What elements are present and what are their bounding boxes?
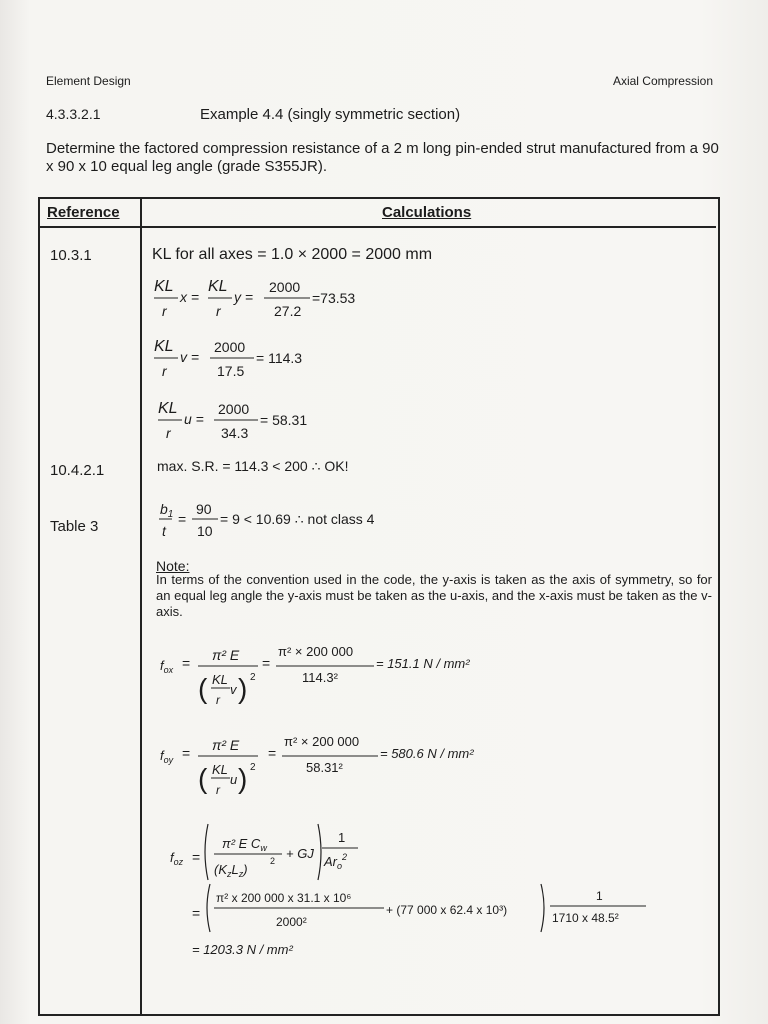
svg-text:b1: $b_1$	[160, 501, 174, 520]
reference-table-3: Table 3	[50, 518, 99, 535]
svg-text:u =: u =	[184, 411, 204, 427]
column-divider	[140, 197, 142, 1014]
svg-text:+ (77 000 x 62.4 x 10³): + (77 000 x 62.4 x 10³)	[386, 903, 508, 917]
svg-text:2: 2	[250, 762, 256, 773]
header-left: Element Design	[46, 74, 131, 88]
slenderness-u-equation	[154, 396, 354, 444]
svg-text:π² × 200 000: π² × 200 000	[284, 734, 360, 749]
svg-text:t: t	[162, 523, 166, 539]
svg-text:=: =	[182, 655, 191, 671]
svg-text:π² E: π² E	[212, 647, 240, 663]
eq1-num: 2000	[269, 279, 301, 295]
svg-text:= 1203.3 N / mm²: = 1203.3 N / mm²	[192, 942, 293, 957]
header-right: Axial Compression	[612, 74, 713, 88]
svg-text:y =: y =	[234, 289, 254, 305]
svg-text:KL: KL	[212, 762, 228, 777]
svg-text:Aro2: $Ar_o^2$	[324, 852, 348, 871]
svg-text:x =: x =	[180, 289, 200, 305]
svg-text:KL: KL	[154, 338, 174, 355]
reference-10-4-2-1: 10.4.2.1	[50, 462, 105, 479]
svg-text:r: r	[162, 303, 167, 319]
svg-text:foz: $f_{oz}$	[170, 850, 184, 867]
slenderness-check: max. S.R. = 114.3 < 200 ∴ OK!	[157, 458, 349, 474]
svg-text:=: =	[262, 655, 271, 671]
svg-text:2000: 2000	[214, 339, 246, 355]
reference-column-header: Reference	[47, 204, 120, 221]
svg-text:π² x 200 000 x 31.1 x 10⁶: π² x 200 000 x 31.1 x 10⁶	[216, 891, 352, 905]
svg-text:KL: KL	[154, 278, 174, 295]
svg-text:fox: $f_{ox}$	[160, 658, 174, 675]
svg-text:π² E: π² E	[212, 737, 240, 753]
svg-text:KL: KL	[208, 278, 228, 295]
svg-text:=: =	[178, 511, 187, 527]
calculations-column-header: Calculations	[382, 204, 472, 221]
svg-text:π² × 200 000: π² × 200 000	[278, 644, 354, 659]
fox-equation	[158, 638, 558, 714]
svg-text:= 58.31: = 58.31	[260, 412, 308, 428]
svg-text:90: 90	[196, 501, 212, 517]
svg-text:u: u	[230, 772, 238, 787]
svg-text:= 9 < 10.69 ∴ not class 4: = 9 < 10.69 ∴ not class 4	[220, 511, 375, 527]
svg-text:=: =	[268, 745, 277, 761]
svg-text:r: r	[216, 693, 220, 707]
svg-text:1: 1	[596, 889, 603, 903]
svg-text:r: r	[166, 425, 171, 441]
svg-text:KL: KL	[158, 400, 178, 417]
svg-text:=: =	[192, 849, 201, 865]
svg-text:r: r	[216, 783, 220, 797]
svg-text:r: r	[162, 363, 167, 379]
svg-text:(KzLz): $(K_zL_z)$	[214, 862, 248, 879]
svg-text:+ GJ: + GJ	[286, 846, 314, 861]
header-rule	[40, 226, 716, 228]
svg-text:v: v	[230, 682, 237, 697]
svg-text:=: =	[182, 745, 191, 761]
svg-text:=: =	[192, 905, 201, 921]
note-body: In terms of the convention used in the code, the y-axis is taken as the axis of symmetry, so for an equal leg angle the y-axis must be taken as the u-axis, and the x-axis must be taken as the v-axis.	[156, 572, 712, 619]
eq1-den: 27.2	[274, 303, 302, 319]
svg-text:2000: 2000	[218, 401, 250, 417]
svg-text:17.5: 17.5	[217, 363, 245, 379]
reference-10-3-1: 10.3.1	[50, 247, 92, 264]
example-title: Example 4.4 (singly symmetric section)	[200, 106, 461, 123]
slenderness-v-equation	[150, 334, 350, 382]
svg-text:(: (	[198, 763, 208, 794]
section-number: 4.3.3.2.1	[46, 106, 101, 122]
svg-text:2: 2	[250, 672, 256, 683]
svg-text:2000²: 2000²	[276, 915, 307, 929]
svg-text:): )	[238, 673, 248, 704]
svg-text:KL: KL	[212, 672, 228, 687]
svg-text:v =: v =	[180, 349, 200, 365]
eq1-result: =73.53	[312, 290, 356, 306]
class-check-equation	[156, 498, 436, 544]
svg-text:= 151.1 N / mm²: = 151.1 N / mm²	[376, 656, 470, 671]
svg-text:): )	[238, 763, 248, 794]
svg-text:34.3: 34.3	[221, 425, 249, 441]
svg-text:114.3²: 114.3²	[302, 670, 338, 685]
foy-equation	[158, 728, 558, 804]
svg-text:foy: $f_{oy}$	[160, 748, 174, 765]
svg-text:r: r	[216, 303, 221, 319]
svg-text:= 580.6 N / mm²: = 580.6 N / mm²	[380, 746, 474, 761]
problem-statement: Determine the factored compression resistance of a 2 m long pin-ended strut manufactured from a 90 x 90 x 10 equal leg angle (grade S355JR).	[46, 140, 719, 175]
svg-text:1: 1	[338, 830, 346, 845]
kl-all-axes: KL for all axes = 1.0 × 2000 = 2000 mm	[152, 246, 433, 263]
note-title: Note:	[156, 558, 190, 574]
svg-text:= 114.3: = 114.3	[256, 350, 303, 366]
slenderness-xy-equation	[150, 274, 390, 322]
svg-text:π² E Cw: π² E $C_w$	[222, 836, 267, 853]
svg-text:10: 10	[197, 523, 213, 539]
svg-text:2: 2	[270, 856, 276, 866]
svg-text:58.31²: 58.31²	[306, 760, 343, 775]
svg-text:(: (	[198, 673, 208, 704]
foz-equation	[158, 818, 678, 964]
svg-text:1710 x 48.5²: 1710 x 48.5²	[552, 911, 619, 925]
